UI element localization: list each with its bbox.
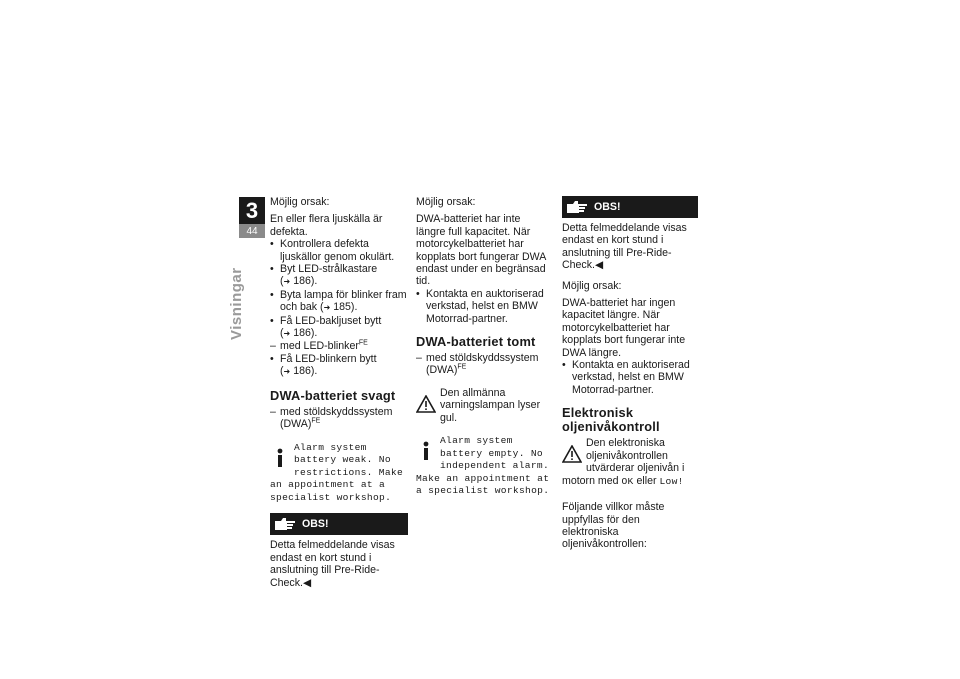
list-item: • Byta lampa för blinker fram och bak (➜ 185). [270,289,408,315]
display-message: Alarm system battery empty. No independent alarm. Make an appointment at a specialist workshop. [416,435,550,497]
cause-text: DWA-batteriet har ingen kapacitet längre. När motorcykelbatteriet har kopplats bort fungerar inte DWA längre. [562,297,686,359]
pointing-hand-icon [566,200,588,214]
chapter-side-title: Visningar [228,267,245,340]
page-ref-link[interactable]: 186 [293,275,311,288]
obs-label: OBS! [594,200,621,213]
obs-label: OBS! [302,518,329,531]
column-1 [270,196,408,594]
page-ref-link[interactable]: 186 [293,365,311,378]
list-item: – med stöldskyddssystem (DWA)$^{FE}$ [416,352,552,377]
cause-text: En eller flera ljuskälla är defekta. [270,213,383,238]
info-icon [270,447,290,469]
info-icon [416,440,436,462]
cause-label: Möjlig orsak: [270,196,330,208]
pointing-hand-icon [274,517,296,531]
list-item: • Kontakta en auktoriserad verkstad, helst en BMW Motorrad-partner. [416,288,552,325]
section-heading: Elektronisk oljenivåkontroll [562,405,660,435]
conditions-intro: Följande villkor måste uppfyllas för den elektroniska oljenivåkontrollen: [562,501,665,551]
obs-banner [270,513,408,535]
list-item: • Byt LED-strålkastare (➜ 186). [270,263,408,289]
info-note [416,434,552,497]
cause-label: Möjlig orsak: [416,196,476,208]
list-item: • Få LED-bakljuset bytt (➜ 186). [270,315,408,341]
page-ref-arrow-icon: ➜ [323,303,331,313]
obs-text: Detta felmeddelande visas endast en kort stund i anslutning till Pre-Ride-Check.◀ [562,222,687,272]
obs-text: Detta felmeddelande visas endast en kort stund i anslutning till Pre-Ride-Check.◀ [270,539,395,589]
section-heading: DWA-batteriet svagt [270,387,396,403]
obs-banner [562,196,698,218]
list-item: • Kontakta en auktoriserad verkstad, helst en BMW Motorrad-partner. [562,359,698,396]
column-3 [562,196,698,556]
cause-text: DWA-batteriet har inte längre full kapacitet. När motorcykelbatteriet har kopplats bort fungerar DWA endast under en begränsad tid. [416,213,546,288]
page-ref-link[interactable]: 186 [293,327,311,340]
page-ref-arrow-icon: ➜ [283,329,291,339]
info-note [270,441,408,504]
warning-note [562,437,698,487]
list-item: • Få LED-blinkern bytt (➜ 186). [270,353,408,379]
warning-note [416,387,552,424]
warning-triangle-icon [416,393,436,415]
section-heading: DWA-batteriet tomt [416,334,536,350]
action-list [270,238,408,378]
cause-label: Möjlig orsak: [562,279,622,292]
page-ref-arrow-icon: ➜ [283,367,291,377]
warning-text: Den elektroniska oljenivåkontrollen utvärderar oljenivån i motorn med OK eller Low! [562,437,685,487]
display-message: Alarm system battery weak. No restrictions. Make an appointment at a specialist workshop. [270,441,404,503]
list-item: – med LED-blinker$^{FE}$ [270,340,408,352]
list-item: • Kontrollera defekta ljuskällor genom okulärt. [270,238,408,263]
chapter-number: 3 [239,197,265,224]
page-ref-arrow-icon: ➜ [283,277,291,287]
page-number: 44 [239,224,265,238]
column-2 [416,196,552,505]
warning-triangle-icon [562,443,582,465]
list-item: – med stöldskyddssystem (DWA)$^{FE}$ [270,406,408,431]
warning-text: Den allmänna varningslampan lyser gul. [440,386,541,424]
page-ref-link[interactable]: 185 [333,301,351,314]
